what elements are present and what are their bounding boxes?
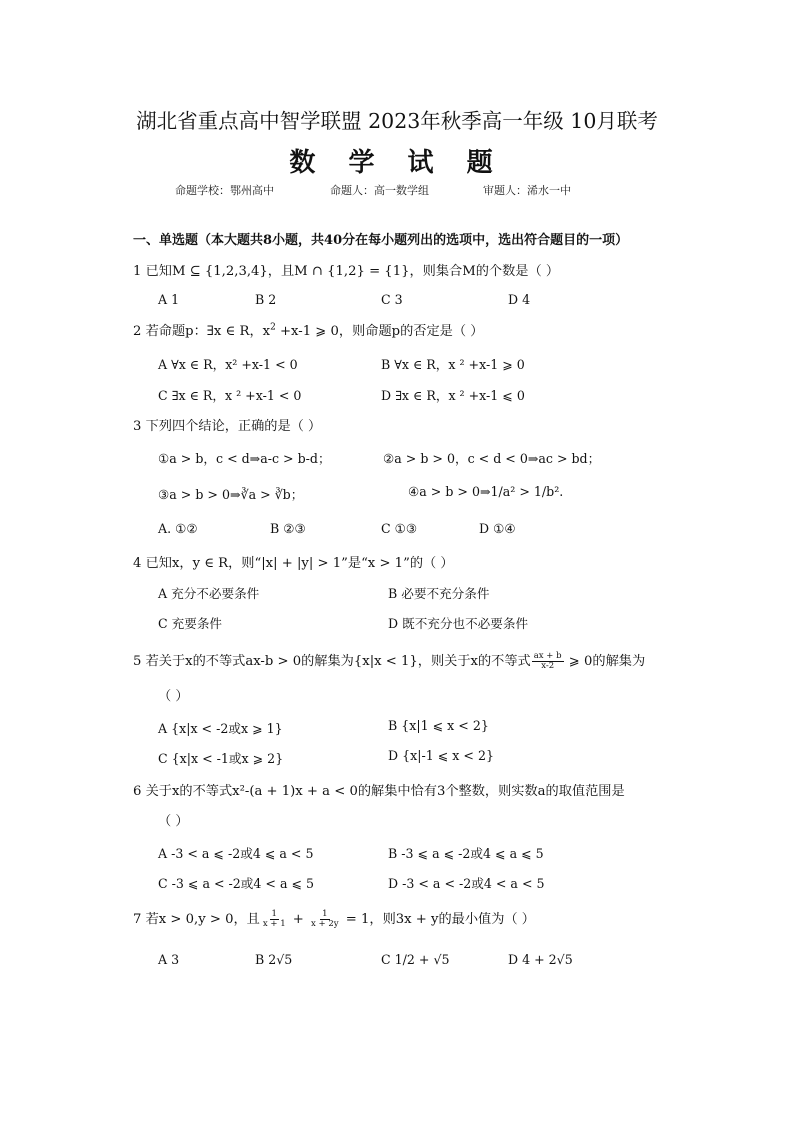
question-2-text <box>133 320 483 339</box>
exam-subtitle: 数 学 试 题 <box>289 148 505 178</box>
exam-title: 湖北省重点高中智学联盟 2023年秋季高一年级 10月联考 <box>136 109 658 133</box>
meta-school: 命题学校：鄂州高中 <box>175 184 274 197</box>
question-5-text <box>133 650 645 671</box>
q3-option-c: C ①③ <box>381 521 418 536</box>
q5-answer-paren: （ ） <box>158 689 189 704</box>
q7-fraction-1-numerator: 1 <box>271 909 277 919</box>
q7-fraction-2-denominator: x + 2y <box>311 919 339 929</box>
q6-option-b: B -3 ⩽ a ⩽ -2或4 ⩽ a ⩽ 5 <box>388 846 544 861</box>
q5-fraction <box>532 652 564 671</box>
meta-reviewer: 审题人：浠水一中 <box>483 184 571 197</box>
q3-conclusion-2: ②a > b > 0，c < d < 0⇒ac > bd； <box>383 451 601 466</box>
section-heading: 一、单选题（本大题共8小题，共40分在每小题列出的选项中，选出符合题目的一项） <box>133 233 629 248</box>
q7-option-c: C 1/2 + √5 <box>381 952 450 967</box>
q2-option-d: D ∃x ∈ R，x ² +x-1 ⩽ 0 <box>381 388 525 403</box>
q5-text-part-a: 5 若关于x的不等式ax-b > 0的解集为{x|x < 1}，则关于x的不等式 <box>133 654 531 669</box>
q7-fraction-1 <box>261 910 288 929</box>
question-7-text <box>133 908 535 929</box>
q5-option-c: C {x|x < -1或x ⩾ 2} <box>158 751 284 766</box>
q2-text-part-a: 2 若命题p：∃x ∈ R，x <box>133 324 271 339</box>
q5-option-d: D {x|-1 ⩽ x < 2} <box>388 748 494 763</box>
q1-option-a: A 1 <box>158 292 180 307</box>
q6-option-c: C -3 ⩽ a < -2或4 < a ⩽ 5 <box>158 876 315 891</box>
q1-option-d: D 4 <box>508 292 531 307</box>
q6-answer-paren: （ ） <box>158 814 189 829</box>
q7-option-b: B 2√5 <box>255 952 293 967</box>
q1-option-b: B 2 <box>255 292 277 307</box>
q2-exponent: 2 <box>270 322 276 333</box>
q4-option-a: A 充分不必要条件 <box>158 586 260 601</box>
q7-option-a: A 3 <box>158 952 180 967</box>
q7-fraction-1-denominator: x + 1 <box>262 919 286 929</box>
q2-text-part-b: +x-1 ⩾ 0，则命题p的否定是（ ） <box>275 324 484 339</box>
q5-option-b: B {x|1 ⩽ x < 2} <box>388 718 489 733</box>
q3-option-b: B ②③ <box>270 521 306 536</box>
q4-option-b: B 必要不充分条件 <box>388 586 490 601</box>
q6-option-a: A -3 < a ⩽ -2或4 ⩽ a < 5 <box>158 846 314 861</box>
q7-text-part-a: 7 若x > 0,y > 0，且 <box>133 912 260 927</box>
question-3-text: 3 下列四个结论，正确的是（ ） <box>133 419 322 434</box>
q5-text-part-b: ⩾ 0的解集为 <box>564 654 646 669</box>
q7-plus: + <box>288 912 309 927</box>
question-6-text: 6 关于x的不等式x²-(a + 1)x + a < 0的解集中恰有3个整数，则实数a的取值范围是 <box>133 784 625 799</box>
q5-option-a: A {x|x < -2或x ⩾ 1} <box>158 721 283 736</box>
q6-option-d: D -3 < a < -2或4 < a < 5 <box>388 876 545 891</box>
q7-text-part-b: = 1，则3x + y的最小值为（ ） <box>341 912 535 927</box>
q3-conclusion-4: ④a > b > 0⇒1/a² > 1/b². <box>408 484 564 499</box>
q3-conclusion-1: ①a > b，c < d⇒a-c > b-d； <box>158 451 331 466</box>
q1-option-c: C 3 <box>381 292 403 307</box>
q3-option-a: A. ①② <box>158 521 198 536</box>
q3-option-d: D ①④ <box>479 521 516 536</box>
q7-option-d: D 4 + 2√5 <box>508 952 573 967</box>
q5-fraction-numerator: ax + b <box>533 651 562 661</box>
question-1-text: 1 已知M ⊆ {1,2,3,4}，且M ∩ {1,2} = {1}，则集合M的个数是（ ） <box>133 264 560 279</box>
q2-option-b: B ∀x ∈ R，x ² +x-1 ⩾ 0 <box>381 357 525 372</box>
q5-fraction-denominator: x-2 <box>541 661 555 671</box>
q2-option-c: C ∃x ∈ R，x ² +x-1 < 0 <box>158 388 302 403</box>
q2-option-a: A ∀x ∈ R，x² +x-1 < 0 <box>158 357 298 372</box>
q4-option-d: D 既不充分也不必要条件 <box>388 616 529 631</box>
meta-author: 命题人：高一数学组 <box>330 184 429 197</box>
question-4-text: 4 已知x，y ∈ R，则“|x| + |y| > 1”是“x > 1”的（ ） <box>133 556 454 571</box>
q7-fraction-2 <box>309 910 341 929</box>
q4-option-c: C 充要条件 <box>158 616 223 631</box>
q7-fraction-2-numerator: 1 <box>322 909 328 919</box>
q3-conclusion-3: ③a > b > 0⇒∛a > ∛b； <box>158 487 304 502</box>
